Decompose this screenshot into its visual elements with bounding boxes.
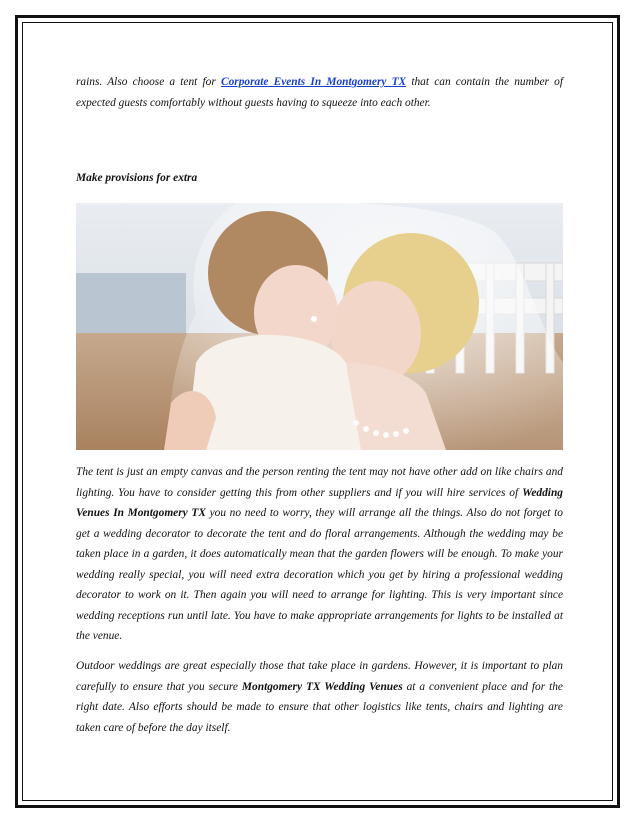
paragraph-outdoor-text-end: at a convenient place and for the right date. Also efforts should be made to ensure that other logistics like tents, chairs and lighting are taken care of before the day itself. [76,680,563,734]
paragraph-canvas [76,462,563,647]
paragraph-tent-text-end: that can contain the number of expected guests comfortably without guests having to squeeze into each other. [76,76,564,109]
paragraph-tent-text-start: rains. Also choose a tent for [76,76,221,88]
paragraph-tent [76,72,563,113]
paragraph-outdoor-text-start: Outdoor weddings are great especially those that take place in gardens. However, it is important to plan carefully to ensure that you secure [76,660,563,693]
paragraph-canvas-text-start: The tent is just an empty canvas and the person renting the tent may not have other add on like chairs and lighting. You have to consider getting this from other suppliers and if you will hire services of [76,466,563,499]
wedding-venues-keyword: Wedding Venues In Montgomery TX [76,486,563,519]
paragraph-canvas-text-end: you no need to worry, they will arrange all the things. Also do not forget to get a wedding decorator to decorate the tent and do floral arrangements. Although the wedding may be taken place in a garden, it does automatically mean that the garden flowers will be enough. To make your wedding really special, you will need extra decoration which you get by hiring a professional wedding decorator to work on it. Then again you will need to arrange for lighting. This is very important since wedding receptions run until late. You have to make appropriate arrangements for lights to be installed at the venue. [76,507,563,642]
wedding-photo [76,203,563,450]
section-heading: Make provisions for extra [76,172,198,184]
corporate-events-link[interactable]: Corporate Events In Montgomery TX [220,76,407,88]
paragraph-outdoor [76,656,563,738]
montgomery-venues-keyword: Montgomery TX Wedding Venues [241,680,403,693]
